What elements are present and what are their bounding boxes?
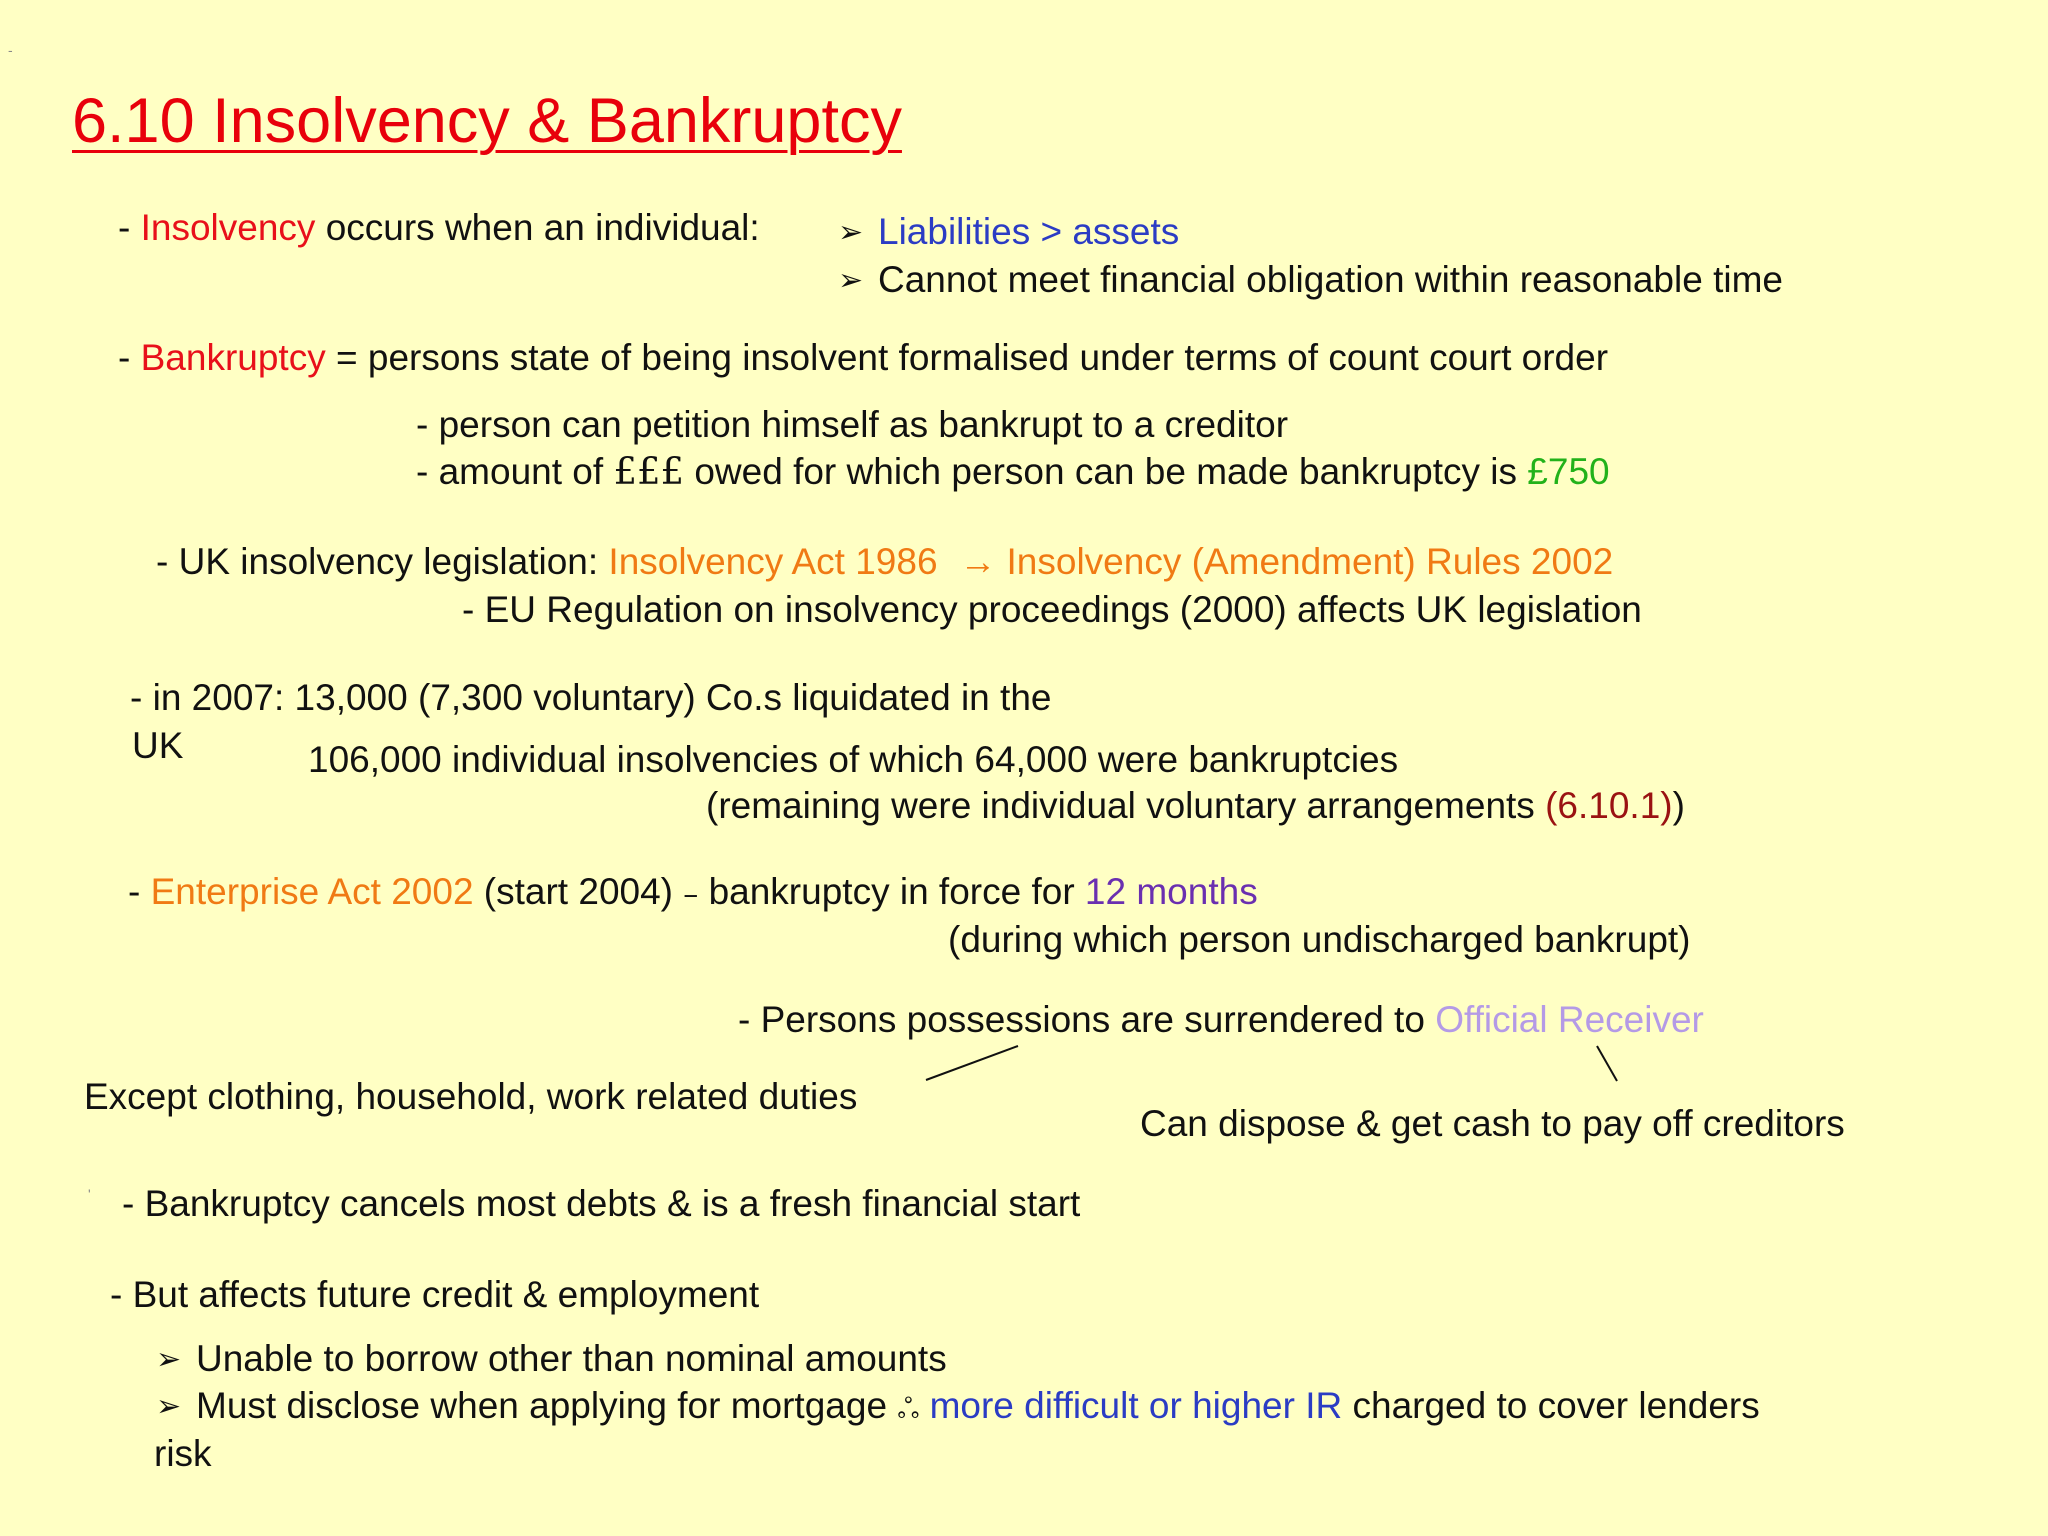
insolvency-rules: Insolvency (Amendment) Rules 2002 <box>1006 541 1614 582</box>
insolvency-point-2 <box>838 258 1783 303</box>
arrowhead-bullet-icon: ➢ <box>156 1343 182 1376</box>
corner-mark: - <box>8 42 13 58</box>
receiver-role: Can dispose & get cash to pay off creditors <box>1140 1103 1845 1144</box>
bankruptcy-text: = persons state of being insolvent formalised under terms of count court order <box>325 337 1609 378</box>
bankruptcy-sub-1: - person can petition himself as bankrupt to a creditor <box>416 404 1289 445</box>
bankruptcy-sub-2 <box>416 450 1610 494</box>
possessions-line <box>738 998 1704 1042</box>
affects-point-2-post: charged to cover lenders <box>1342 1385 1760 1426</box>
bankruptcy-term: Bankruptcy <box>140 337 326 378</box>
insolvency-definition <box>118 206 760 250</box>
stray-mark: ' <box>88 1186 91 1202</box>
official-receiver: Official Receiver <box>1435 999 1704 1040</box>
exception-connector-line <box>926 1046 1018 1080</box>
enterprise-post: bankruptcy in force for <box>698 871 1085 912</box>
receiver-connector-line <box>1597 1046 1617 1081</box>
affects-heading: - But affects future credit & employment <box>110 1274 760 1315</box>
legislation-pre: - UK insolvency legislation: <box>156 541 609 582</box>
bankruptcy-prefix: - <box>118 337 141 378</box>
affects-point-2-pre: Must disclose when applying for mortgage <box>196 1385 898 1426</box>
right-arrow-icon: → <box>959 541 997 582</box>
arrowhead-bullet-icon: ➢ <box>838 264 864 297</box>
insolvency-point-2-text: Cannot meet financial obligation within reasonable time <box>878 259 1783 300</box>
uk-legislation <box>156 540 1613 584</box>
enterprise-pre: - <box>128 871 151 912</box>
affects-point-2 <box>156 1384 1760 1431</box>
insolvency-point-1-text: Liabilities > assets <box>878 211 1180 252</box>
insolvency-act: Insolvency Act 1986 <box>608 541 938 582</box>
insolvency-text: occurs when an individual: <box>315 207 760 248</box>
insolvency-term: Insolvency <box>140 207 316 248</box>
arrowhead-bullet-icon: ➢ <box>156 1390 182 1423</box>
stats-line-1b: UK <box>132 725 184 766</box>
page-title: 6.10 Insolvency & Bankruptcy <box>72 86 902 156</box>
enterprise-dash: – <box>683 877 699 912</box>
therefore-icon: ஃ <box>897 1392 920 1425</box>
arrowhead-bullet-icon: ➢ <box>838 216 864 249</box>
affects-point-2-wrap: risk <box>154 1433 212 1474</box>
possessions-pre: - Persons possessions are surrendered to <box>738 999 1436 1040</box>
stats-line-3-post: ) <box>1672 785 1685 826</box>
bankruptcy-sub-2-mid: owed for which person can be made bankruptcy is <box>684 451 1528 492</box>
bankruptcy-duration: 12 months <box>1084 871 1258 912</box>
bankruptcy-threshold-amount: £750 <box>1527 451 1610 492</box>
fresh-start: - Bankruptcy cancels most debts & is a fresh financial start <box>122 1183 1081 1224</box>
enterprise-act-name: Enterprise Act 2002 <box>150 871 474 912</box>
affects-point-1 <box>156 1337 947 1382</box>
enterprise-note: (during which person undischarged bankrupt) <box>948 919 1691 960</box>
possessions-exception: Except clothing, household, work related duties <box>84 1076 858 1117</box>
insolvency-point-1 <box>838 210 1179 255</box>
stats-line-1: - in 2007: 13,000 (7,300 voluntary) Co.s liquidated in the <box>130 677 1052 718</box>
affects-point-1-text: Unable to borrow other than nominal amounts <box>196 1338 947 1379</box>
currency-symbols: £££ <box>613 450 685 493</box>
affects-point-2-highlight: more difficult or higher IR <box>929 1385 1343 1426</box>
stats-line-2: 106,000 individual insolvencies of which 64,000 were bankruptcies <box>308 739 1399 780</box>
eu-regulation: - EU Regulation on insolvency proceedings (2000) affects UK legislation <box>462 589 1642 630</box>
stats-line-3 <box>706 784 1685 828</box>
section-reference: (6.10.1) <box>1545 785 1673 826</box>
bankruptcy-sub-2-pre: - amount of <box>416 451 614 492</box>
enterprise-mid: (start 2004) <box>473 871 684 912</box>
bankruptcy-definition <box>118 336 1608 380</box>
insolvency-prefix: - <box>118 207 141 248</box>
enterprise-act <box>128 870 1258 917</box>
stats-line-3-pre: (remaining were individual voluntary arrangements <box>706 785 1546 826</box>
